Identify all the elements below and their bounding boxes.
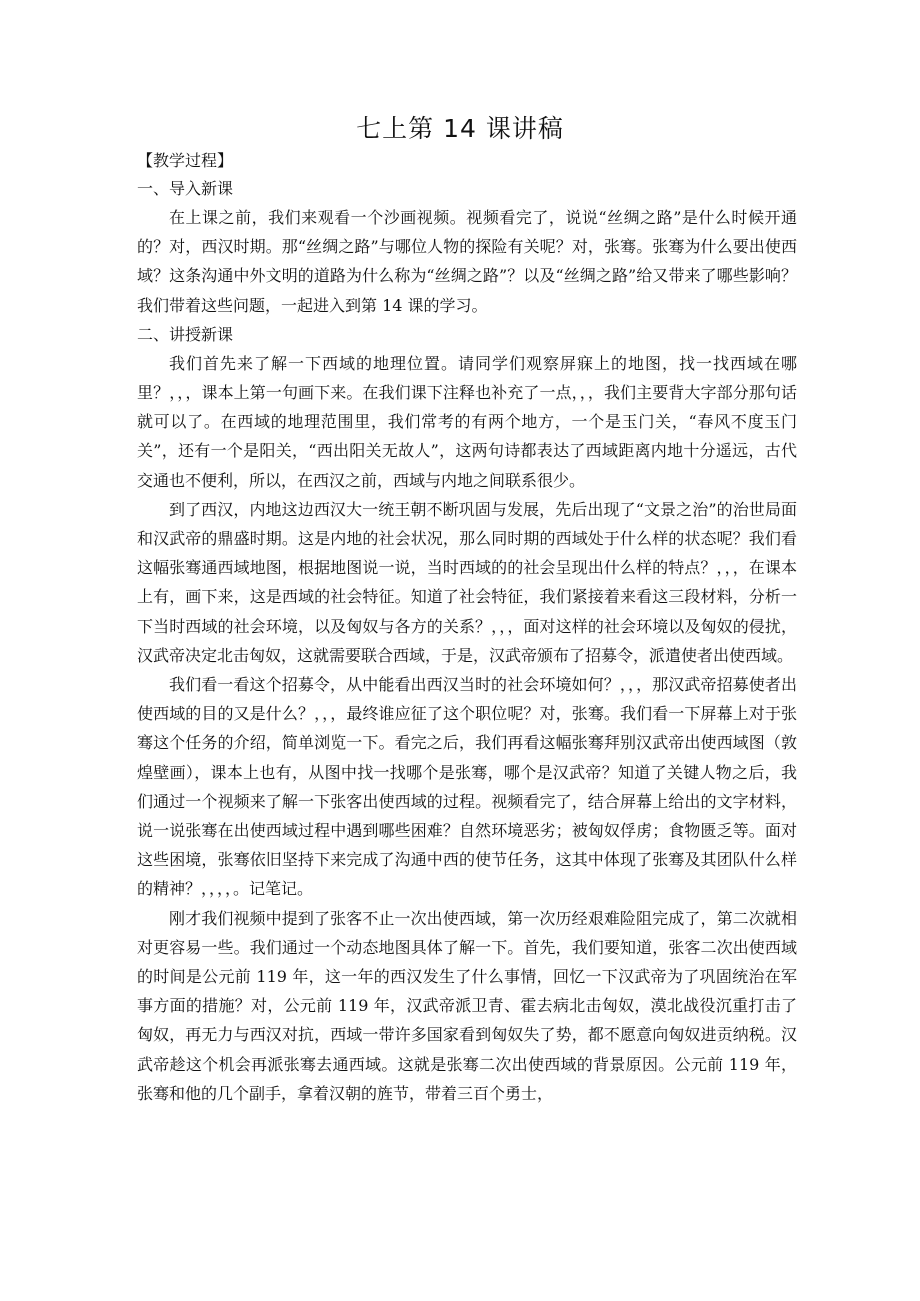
paragraph-western-han: 到了西汉，内地这边西汉大一统王朝不断巩固与发展，先后出现了“文景之治”的治世局面和汉武帝的鼎盛时期。这是内地的社会状况，那么同时期的西域处于什么样的状态呢？我们看这幅张骞通西域地图，根据地图说一说，当时西域的的社会呈现出什么样的特点？，，，在课本上有，画下来，这是西域的社会特征。知道了社会特征，我们紧接着来看这三段材料，分析一下当时西域的社会环境，以及匈奴与各方的关系？，，，面对这样的社会环境以及匈奴的侵扰，汉武帝决定北击匈奴，这就需要联合西域，于是，汉武帝颁布了招募令，派遣使者出使西域。 (137, 499, 797, 665)
process-heading: 【教学过程】 (137, 151, 234, 170)
document-body (137, 151, 797, 1108)
paragraph-recruitment: 我们看一看这个招募令，从中能看出西汉当时的社会环境如何？，，，那汉武帝招募使者出使西域的目的又是什么？，，，最终谁应征了这个职位呢？对，张骞。我们看一下屏幕上对于张骞这个任务的介绍，简单浏览一下。看完之后，我们再看这幅张骞拜别汉武帝出使西域图（敦煌壁画），课本上也有，从图中找一找哪个是张骞，哪个是汉武帝？知道了关键人物之后，我们通过一个视频来了解一下张客出使西域的过程。视频看完了，结合屏幕上给出的文字材料，说一说张骞在出使西域过程中遇到哪些困难？自然环境恶劣；被匈奴俘虏；食物匮乏等。面对这些困境，张骞依旧坚持下来完成了沟通中西的使节任务，这其中体现了张骞及其团队什么样的精神？，，，，。记笔记。 (137, 675, 797, 899)
section-heading-lecture: 二、讲授新课 (137, 324, 234, 344)
paragraph-geography: 我们首先来了解一下西域的地理位置。请同学们观察屏寐上的地图，找一找西域在哪里？，，，课本上第一句画下来。在我们课下注释也补充了一点，，，我们主要背大字部分那句话就可以了。在西域的地理范围里，我们常考的有两个地方，一个是玉门关，“春风不度玉门关”，还有一个是阳关，“西出阳关无故人”，这两句诗都表达了西域距离内地十分遥远，古代交通也不便利，所以，在西汉之前，西域与内地之间联系很少。 (137, 353, 797, 490)
section-heading-intro: 一、导入新课 (137, 179, 234, 198)
paragraph-intro: 在上课之前，我们来观看一个沙画视频。视频看完了，说说“丝绸之路”是什么时候开通的？对，西汉时期。那“丝绸之路”与哪位人物的探险有关呢？对，张骞。张骞为什么要出使西域？这条沟通中外文明的道路为什么称为“丝绸之路”？以及“丝绸之路”给又带来了哪些影响？我们带着这些问题，一起进入到第 14 课的学习。 (137, 208, 797, 315)
document-title: 七上第 14 课讲稿 (356, 114, 564, 143)
paragraph-second-mission: 刚才我们视频中提到了张客不止一次出使西域，第一次历经艰难险阻完成了，第二次就相对更容易一些。我们通过一个动态地图具体了解一下。首先，我们要知道，张客二次出使西域的时间是公元前 119 年，这一年的西汉发生了什么事情，回忆一下汉武帝为了巩固统治在军事方面的措施？对，公元前 119 年，汉武帝派卫青、霍去病北击匈奴，漠北战役沉重打击了匈奴，再无力与西汉对抗，西域一带许多国家看到匈奴失了势，都不愿意向匈奴进贡纳税。汉武帝趁这个机会再派张骞去通西域。这就是张骞二次出使西域的背景原因。公元前 119 年，张骞和他的几个副手，拿着汉朝的旌节，带着三百个勇士， (137, 908, 797, 1103)
